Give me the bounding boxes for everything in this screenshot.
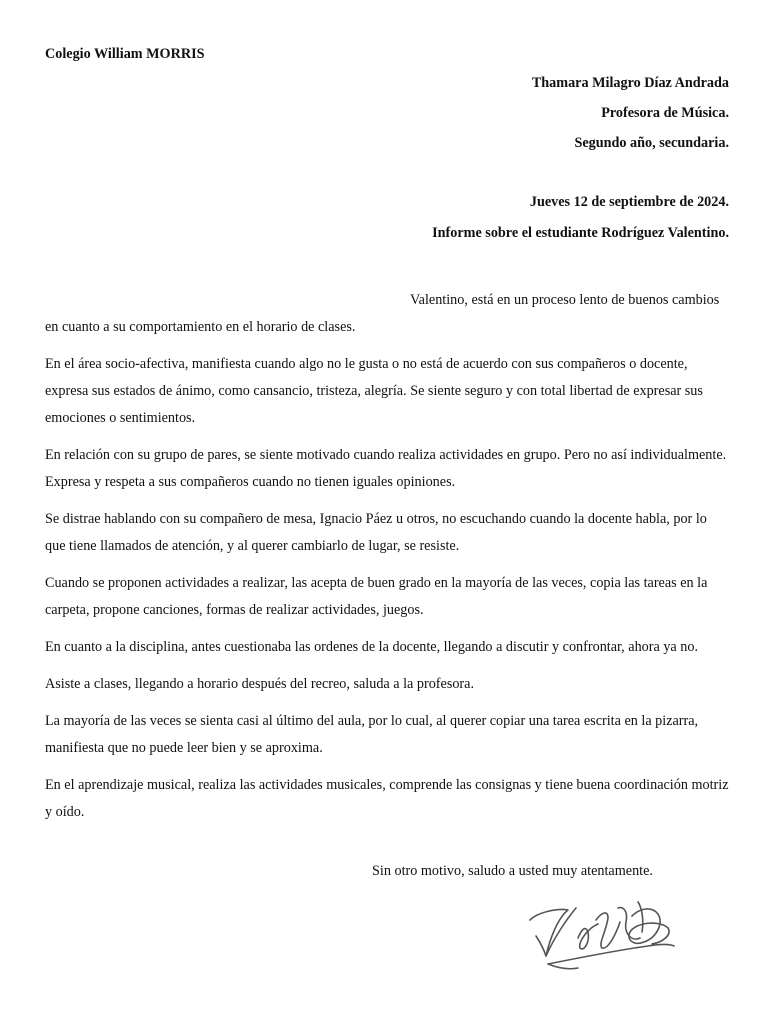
paragraph-distraction: Se distrae hablando con su compañero de mesa, Ignacio Páez u otros, no escuchando cuando la docente habla, por lo que tiene llamados de atención, y al querer cambiarlo de lugar, se resiste.	[45, 511, 707, 554]
paragraph-music-learning: En el aprendizaje musical, realiza las actividades musicales, comprende las consignas y tiene buena coordinación motriz y oído.	[45, 777, 729, 820]
letter-date: Jueves 12 de septiembre de 2024.	[529, 194, 729, 210]
teacher-role: Profesora de Música.	[601, 105, 729, 121]
paragraph-seating: La mayoría de las veces se sienta casi al último del aula, por lo cual, al querer copiar una tarea escrita en la pizarra, manifiesta que no puede leer bien y se aproxima.	[45, 713, 699, 756]
course-level: Segundo año, secundaria.	[574, 135, 729, 151]
report-subject: Informe sobre el estudiante Rodríguez Valentino.	[432, 225, 729, 241]
paragraph-socio-affective: En el área socio-afectiva, manifiesta cuando algo no le gusta o no está de acuerdo con sus compañeros o docente, expresa sus estados de ánimo, como cansancio, tristeza, alegría. Se siente seguro y con total libertad de expresar sus emociones o sentimientos.	[45, 356, 703, 426]
school-name: Colegio William MORRIS	[45, 46, 205, 62]
paragraph-discipline: En cuanto a la disciplina, antes cuestionaba las ordenes de la docente, llegando a discutir y confrontar, ahora ya no.	[45, 639, 698, 655]
closing-line: Sin otro motivo, saludo a usted muy atentamente.	[372, 863, 653, 879]
paragraph-activities: Cuando se proponen actividades a realizar, las acepta de buen grado en la mayoría de las veces, copia las tareas en la carpeta, propone canciones, formas de realizar actividades, juegos.	[45, 575, 708, 618]
signature-image	[528, 898, 678, 978]
report-body	[45, 287, 729, 836]
paragraph-peer-group: En relación con su grupo de pares, se siente motivado cuando realiza actividades en grupo. Pero no así individualmente. Expresa y respeta a sus compañeros cuando no tienen iguales opiniones.	[45, 447, 727, 490]
teacher-name: Thamara Milagro Díaz Andrada	[531, 75, 729, 91]
paragraph-attendance: Asiste a clases, llegando a horario después del recreo, saluda a la profesora.	[45, 676, 474, 692]
paragraph-intro: Valentino, está en un proceso lento de buenos cambios en cuanto a su comportamiento en el horario de clases.	[45, 292, 720, 335]
